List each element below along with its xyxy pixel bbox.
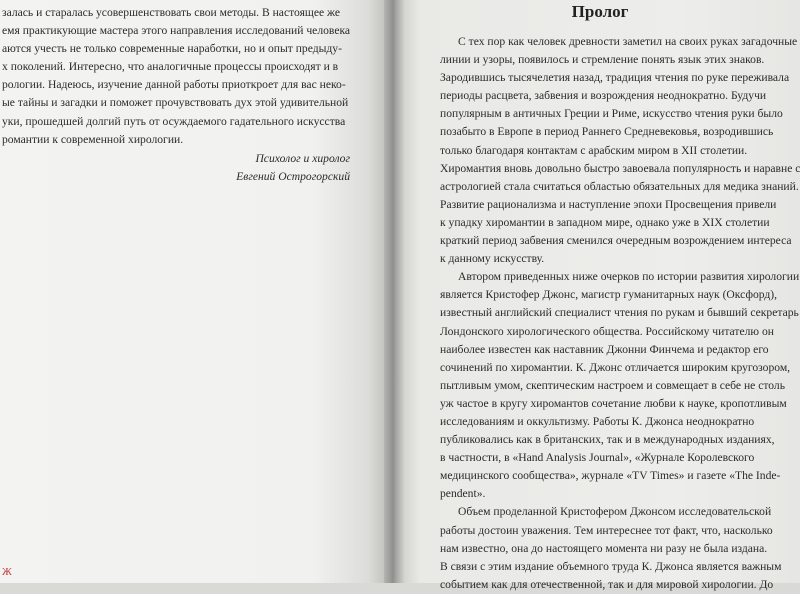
text-line: Лондонского хирологического общества. Российскому читателю он bbox=[440, 324, 774, 338]
text-line: позабыто в Европе в период Раннего Средневековья, возродившись bbox=[440, 125, 774, 139]
corner-mark: Ж bbox=[2, 566, 12, 578]
text-line: Развитие рационализма и наступление эпохи Просвещения привели bbox=[440, 197, 777, 211]
book-gutter bbox=[384, 0, 404, 583]
text-line: работы достоин уважения. Тем интереснее тот факт, что, насколько bbox=[440, 523, 773, 537]
text-line: медицинского сообщества», журнале «TV Times» и газете «The Inde- bbox=[440, 469, 781, 483]
text-line: к упадку хиромантии в западном мире, однако уже в XIX столетии bbox=[440, 215, 770, 229]
text-line: залась и старалась усовершенствовать свои методы. В настоящее же bbox=[2, 6, 341, 19]
text-line: нам известно, она до настоящего момента ни разу не была издана. bbox=[440, 541, 768, 555]
text-line: известный английский специалист чтения по рукам и бывший секретарь bbox=[440, 306, 799, 320]
signature-name: Евгений Острогорский bbox=[236, 170, 350, 183]
signature-role: Психолог и хиролог bbox=[255, 152, 350, 165]
text-line: Автором приведенных ниже очерков по истории развития хирологии bbox=[458, 270, 800, 284]
text-line: пытливым умом, скептическим настроем и совмещает в себе не столь bbox=[440, 378, 785, 392]
text-line: линии и узоры, появилось и стремление понять язык этих знаков. bbox=[440, 53, 765, 67]
text-line: астрологией стала считаться областью обязательных для медика знаний. bbox=[440, 179, 799, 193]
text-line: событием как для отечественной, так и для мировой хирологии. До bbox=[440, 577, 774, 591]
text-line: Объем проделанной Кристофером Джонсом исследовательской bbox=[458, 505, 772, 519]
text-line: популярным в античных Греции и Риме, искусство чтения руки было bbox=[440, 107, 783, 121]
page-title: Пролог bbox=[571, 2, 629, 21]
left-page-text bbox=[2, 4, 374, 149]
author-signature bbox=[150, 150, 350, 186]
text-line: уки, прошедшей долгий путь от осуждаемого гадательного искусства bbox=[2, 114, 346, 128]
text-line: Зародившись тысячелетия назад, традиция чтения по руке переживала bbox=[440, 71, 790, 85]
text-line: только благодаря контактам с арабским миром в XII столетии. bbox=[440, 143, 748, 157]
text-line: к данному искусству. bbox=[440, 252, 545, 266]
right-page-text bbox=[440, 33, 800, 594]
text-line: публиковались как в британских, так и в международных изданиях, bbox=[440, 433, 775, 447]
text-line: х поколений. Интересно, что аналогичные процессы происходят и в bbox=[2, 60, 339, 74]
text-line: периоды расцвета, забвения и возрождения неоднократно. Будучи bbox=[440, 89, 767, 103]
text-line: рологии. Надеюсь, изучение данной работы приоткроет для вас неко- bbox=[2, 78, 346, 92]
text-line: С тех пор как человек древности заметил на своих руках загадочные bbox=[458, 35, 798, 48]
text-line: является Кристофер Джонс, магистр гуманитарных наук (Оксфорд), bbox=[440, 288, 778, 302]
text-line: аются учесть не только современные наработки, но и опыт предыду- bbox=[2, 42, 342, 56]
text-line: наиболее известен как наставник Джонни Финчема и редактор его bbox=[440, 342, 769, 356]
text-line: романтии к современной хирологии. bbox=[2, 132, 184, 146]
text-line: сочинений по хиромантии. К. Джонс отличается широким кругозором, bbox=[440, 360, 791, 374]
text-line: исследованиям и оккультизму. Работы К. Джонса неоднократно bbox=[440, 414, 755, 428]
text-line: pendent». bbox=[440, 487, 486, 501]
text-line: уж частое в кругу хиромантов сочетание любви к науке, кропотливым bbox=[440, 396, 787, 410]
text-line: краткий период забвения сменился очередным возрождением интереса bbox=[440, 234, 792, 248]
text-line: В связи с этим издание объемного труда К. Джонса является важным bbox=[440, 559, 782, 573]
text-line: Хиромантия вновь довольно быстро завоевала популярность и наравне с bbox=[440, 161, 800, 175]
text-line: в частности, в «Hand Analysis Journal», «Журнале Королевского bbox=[440, 451, 755, 465]
text-line: емя практикующие мастера этого направления исследований человека bbox=[2, 24, 351, 38]
text-line: ые тайны и загадки и поможет прочувствовать дух этой удивительной bbox=[2, 96, 349, 110]
